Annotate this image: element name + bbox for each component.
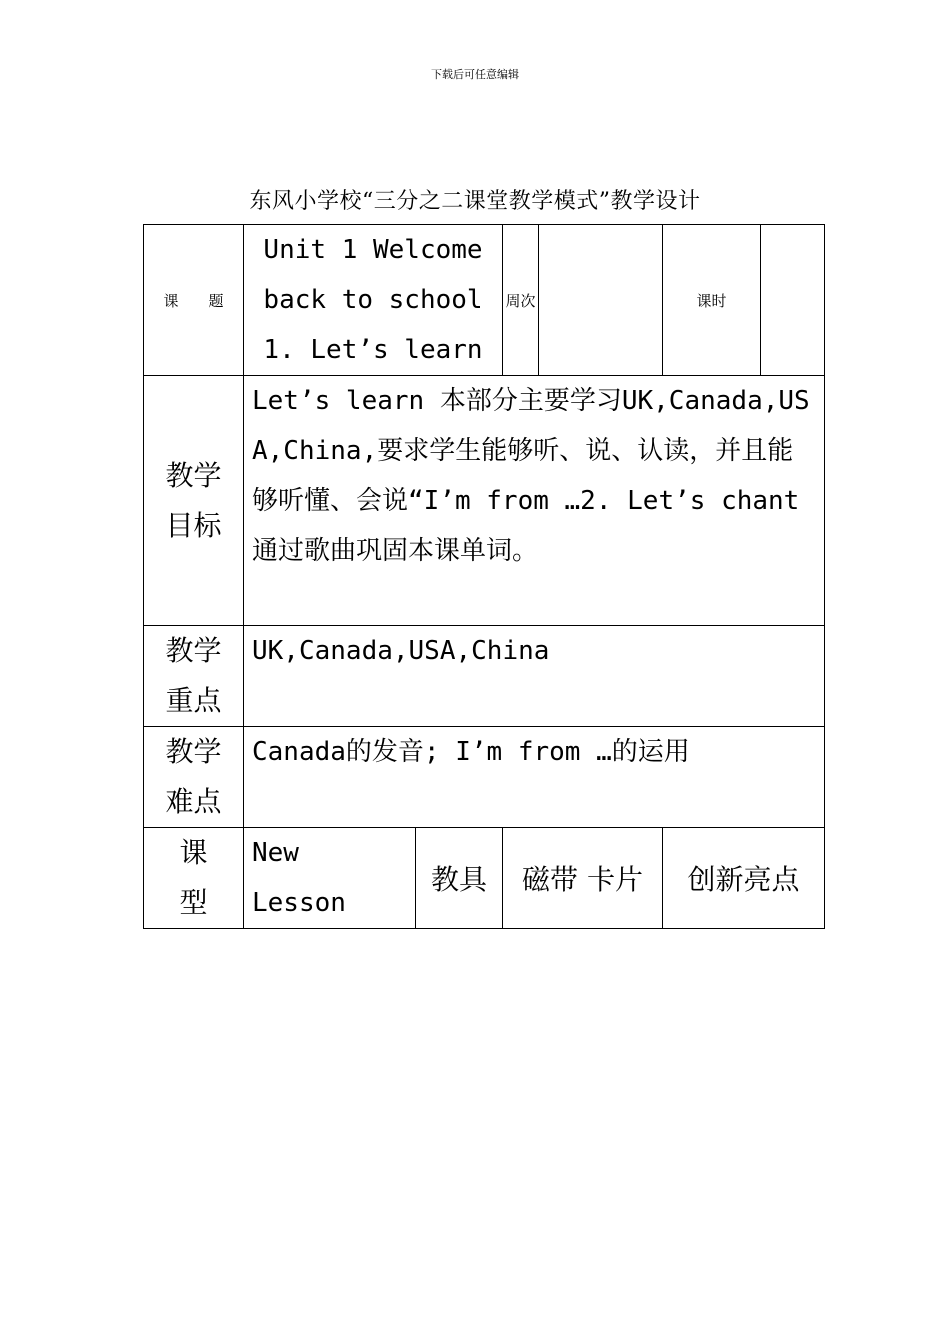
objectives-text: Let’s learn 本部分主要学习UK,Canada,USA,China,要求学生能够听、说、认读，并且能够听懂、会说“I’m from …2. Let’s chant通过歌曲巩固本课单词。 [244,376,825,626]
topic-line-1: Unit 1 Welcome [263,235,483,265]
difficulties-text: Canada的发音; I’m from …的运用 [244,727,825,828]
key-points-label [144,626,244,727]
lesson-type-label-line-1: 课 [179,836,208,869]
lesson-type-label [144,828,244,929]
objectives-label-line-1: 教学 [165,458,222,492]
tools-value: 磁带 卡片 [503,828,663,929]
row-lesson-type [144,828,825,929]
row-topic [144,225,825,376]
week-label: 周次 [503,225,539,376]
key-points-label-line-1: 教学 [165,634,222,667]
topic-line-2: back to school [263,285,483,315]
period-value [761,225,825,376]
objectives-label [144,376,244,626]
topic-label: 课 题 [144,225,244,376]
difficulties-label [144,727,244,828]
tools-label: 教具 [416,828,503,929]
lesson-type-value [244,828,416,929]
difficulties-label-line-1: 教学 [165,735,222,768]
key-points-label-line-2: 重点 [165,684,222,717]
lesson-plan-table [143,224,825,929]
topic-line-3: 1. Let’s learn [263,335,483,365]
period-label: 课时 [663,225,761,376]
difficulties-label-line-2: 难点 [165,785,222,818]
key-points-text: UK,Canada,USA,China [244,626,825,727]
lesson-type-label-line-2: 型 [179,886,208,919]
topic-value [244,225,503,376]
document-title: 东风小学校“三分之二课堂教学模式”教学设计 [249,189,701,214]
row-difficulties [144,727,825,828]
header-note: 下载后可任意编辑 [431,68,519,81]
lesson-type-line-1: New [252,838,299,868]
objectives-label-line-2: 目标 [165,508,222,542]
row-objectives [144,376,825,626]
lesson-type-line-2: Lesson [252,888,346,918]
week-value [539,225,663,376]
innovation-label: 创新亮点 [663,828,825,929]
row-key-points [144,626,825,727]
